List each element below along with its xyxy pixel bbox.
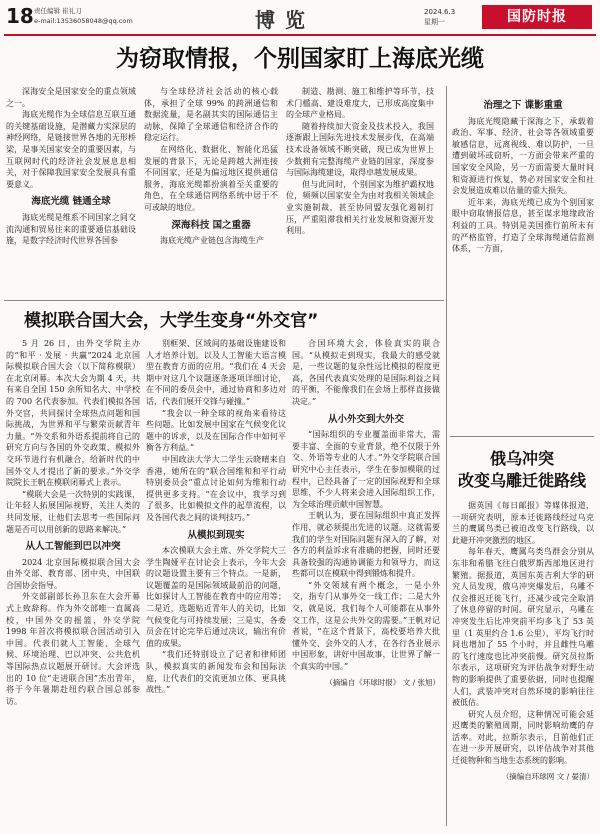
article3-headline — [452, 448, 592, 492]
paragraph: 每年春天，鹰属乌类鸟群会分别从东非和希腊飞往白俄罗斯西部地区进行繁殖。据报道，英国东英吉利大学的研究人员发现，俄乌冲突爆发后，乌雕不仅会推迟迁徙飞行，还减少或完全取消了休息停留的时间。研究显示，乌雕在冲突发生后比冲突前平均多飞了 53 英里（1 英里约合 1.6 公里），平均飞行时间也增加了 55 个小时，并且雌性乌雕的飞行速度也比冲突前慢。研究员拉斯尔表示，这项研究为评估战争对野生动物的影响提供了重要依据，同时也提醒人们，武装冲突对自然环境的影响往往被低估。 — [452, 547, 594, 708]
article1-sidebar-column — [452, 86, 594, 431]
paragraph: 合国环境大会，体验真实的联合国。“从模拟走到现实，我最大的感受就是，一些议题的复杂性远比模拟的程度更高，各国代表真实处理的是国际利益之间的平衡，不能像我们在会场上那样直接做决定。” — [292, 339, 440, 406]
headline-line-2: 改变乌雕迁徙路线 — [457, 471, 586, 490]
article-credit: （摘编自《环球时报》 文 / 张旭） — [325, 677, 440, 687]
article1-headline: 为窃取情报，个别国家盯上海底光缆 — [116, 46, 484, 72]
article2-column-3 — [292, 338, 440, 828]
newspaper-logo: 国防时报 — [482, 5, 592, 29]
page-number: 18 — [6, 4, 34, 28]
subheading: 深海科技 国之重器 — [171, 219, 251, 231]
headline-line-1: 俄乌冲突 — [489, 449, 554, 468]
paragraph: 据英国《每日邮报》等媒体报道，一项研究表明，原本迁徙路线经过乌克兰的鹰属鸟类已被迫改变飞行路线，以此避开冲突激烈的地区。 — [452, 501, 594, 545]
article-credit: （摘编自环球网 文 / 晏清） — [501, 771, 594, 781]
page-header — [0, 0, 600, 34]
section-divider — [4, 300, 444, 301]
paragraph: 别框架、区域间的基础设施建设和人才培养计划。以及人工智能大语言模型在教育方面的应用。“我们在 4 天会期中对这几个议题逐条逐项详细讨论，在不同的委员会中，通过协商和多边对话，代表们展开交锋与碰撞。” — [146, 339, 286, 406]
paragraph: “外交领域有两个概念，一是小外交，指专门从事外交一线工作；二是大外交，就是说，我们每个人可能都在从事外交工作，这是公共外交的需要。”王帆对记者说，“在这个背景下，高校要培养大批懂外交、会外交的人才，在各行各业展示中国形象，讲好中国故事，让世界了解一个真实的中国。” — [292, 580, 440, 672]
article2-headline: 模拟联合国大会，大学生变身“外交官” — [24, 311, 319, 331]
header-divider — [4, 34, 596, 36]
paragraph: 海底光缆隐藏于深海之下，承载着政治、军事、经济、社会等各领域重要敏感信息，远离视线、难以防护，一旦遭到破坏或窃听，一方面会带来严重的国家安全风险，另一方面需要大量时间和资源进行恢复，势必对国家安全和社会发展造成难以估量的重大损失。 — [452, 116, 594, 196]
paragraph: “我会以一种全球的视角来看待这些问题。比如发展中国家在气候变化议题中的诉求，以及在国际合作中如何平衡各方利益。” — [146, 408, 286, 453]
paragraph: 随着持续加大资金及技术投入，我国逐渐跟上国际先进技术发展步伐，在高端技术设备领域不断突破，现已成为世界上少数拥有完整海缆产业链的国家，深度参与国际海缆建设，取得卓越发展成果。 — [286, 121, 434, 178]
paragraph: 深海安全是国家安全的重点领域之一。 — [6, 87, 136, 108]
paragraph: 在网络化、数据化、智能化迅猛发展的背景下，无论是跨越大洲连接不同国家，还是为偏远地区提供通信服务，海底光缆都扮演着至关重要的角色，在全球通信网络系统中居于不可或缺的地位。 — [144, 144, 278, 212]
editor-email: e-mail:13536058048@qq.com — [34, 17, 133, 25]
article1-column-3 — [286, 86, 434, 296]
paragraph: 海底光缆产业链包含海缆生产 — [160, 236, 264, 246]
article2-column-1 — [6, 338, 140, 828]
weekday-text: 星期一 — [424, 18, 445, 26]
paragraph: 海底光缆作为全球信息互联互通的关键基础设施，是潜藏力实深层的神经网络，是链接世界各地的无形桥梁，是事关国家安全的重要因素，与互联网时代的经济社会发展息息相关，对于保障我国家安全发展具有重要意义。 — [6, 110, 136, 189]
paragraph: 5 月 26 日，由外交学院主办的“和平 · 发展 · 共赢”2024 北京国际模拟联合国大会（以下简称模联）在北京闭幕。本次大会为期 4 天，共有来自全国 150 余所知名大、中学校的 700 名代表参加。代表们模拟各国外交官，共同探讨全球热点问题和国际挑战，为世界和平与繁荣贡献青年力量。“外交系和外语系提前将自己的研究方向与各国的外交政策、模拟外交环节进行有机融合，给新时代的中国外交人才提出了新的要求。”外交学院院长王帆在模联闭幕式上表示。 — [6, 339, 140, 488]
sidebar-divider — [446, 86, 447, 826]
subheading: 从小外交到大外交 — [327, 413, 404, 425]
paragraph: “国际组织的专业覆盖面非常大，需要丰富、全面的专业背景，绝不仅限于外交、外语等专业的人才。”外交学院联合国研究中心主任表示，学生在参加模联的过程中，已经具备了一定的国际视野和全球思维，不少人将来会进入国际组织工作，为全球治理贡献中国智慧。 — [292, 430, 440, 509]
editor-name: 责任编辑 崔礼刀 — [34, 7, 82, 15]
paragraph: 但与此同时，个别国家为维护霸权地位，频频以国家安全为由对我相关领域企业实施制裁，甚至协同盟友强化遏制打压，严重阻滞我相关行业发展和资源开发利用。 — [286, 179, 434, 236]
issue-date — [424, 7, 455, 27]
paragraph: 与全球经济社会活动的核心载体，承担了全球 99% 的跨洲通信和数据流量，是名副其实的国际通信主动脉，保障了全球通信和经济合作的稳定运行。 — [144, 87, 278, 143]
paragraph: 海底光缆是维系不同国家之间交流沟通和贸易往来的重要通信基础设施，是数字经济时代世界各国参 — [6, 212, 136, 246]
subheading: 海底光缆 链通全球 — [31, 196, 111, 208]
article2-column-2 — [146, 338, 286, 828]
paragraph: 近年来，海底光缆已成为个别国家眼中窃取情报信息，甚至谋求地缘政治利益的工具。特别是美国推行前所未有的严格监管，打造了全球海缆通信监测体系，一方面， — [452, 197, 594, 254]
subheading: 从人工智能到巴以冲突 — [25, 541, 121, 553]
paragraph: 2024 北京国际模拟联合国大会由外交部、教育部、团中央、中国联合国协会指导。 — [6, 557, 140, 590]
article3-column — [452, 500, 594, 828]
editor-info — [34, 6, 133, 26]
paragraph: 外交部副部长孙卫东在大会开幕式上致辞称。作为外交部唯一直属高校，中国外交的摇篮，外交学院 1998 年首次将模拟联合国活动引入中国。代表们就人工智能、全球气候、环境治理、巴以冲突、公共危机等国际热点议题展开研讨。大会评选出的 10 位“走进联合国”杰出青年，将于今年暑期赴纽约联合国总部参访。 — [6, 592, 140, 706]
subheading: 治理之下 谍影重重 — [483, 100, 563, 111]
subheading: 从模拟到现实 — [187, 529, 245, 541]
paragraph: 研究人员介绍，这种情况可能会延迟鹰类的繁殖周期，同时影响幼鹰的存活率。对此，拉斯尔表示，目前他们正在进一步开展研究，以评估战争对其他迁徙物种和当地生态系统的影响。 — [452, 709, 594, 766]
paragraph: “我们还特别设立了记者和律师团队，模拟真实的新闻发布会和国际法庭，让代表们的交流更加立体、更具挑战性。” — [146, 650, 286, 695]
paragraph: 制造、勘测、施工和维护等环节，技术门槛高、建设难度大，已形成高度集中的全球产业格局。 — [286, 87, 434, 120]
date-text: 2024.6.3 — [424, 8, 456, 16]
article1-column-2 — [144, 86, 278, 296]
paragraph: 王帆认为，要在国际组织中真正发挥作用，就必须提出先进的议题。这就需要我们的学生对国际问题有深入的了解，对各方的利益诉求有准确的把握，同时还要具备较强的沟通协调能力和领导力，而这些都可以在模联中得到锻炼和提升。 — [292, 511, 440, 579]
sidebar-section-divider — [450, 436, 594, 437]
paragraph: 本次模联大会主席、外交学院大三学生陶娅平在讨论会上表示，今年大会的议题设置主要有三个特点。一是新，议题覆盖的是国际领域最前沿的问题，比如探讨人工智能在教育中的应用等；二是近，选题贴近青年人的关切，比如气候变化与可持续发展；三是实，各委员会在讨论完毕后通过决议，输出有价值的成果。 — [146, 546, 286, 648]
article1-column-1 — [6, 86, 136, 296]
paragraph: “模联大会是一次特别的实践课，让年轻人拓展国际视野，关注人类的共同发展，让他们去思考一些国际问题是否可以用创新的思路来解决。” — [6, 489, 140, 534]
paragraph: 中国政法大学大二学生云晓晴来自香港，她所在的“联合国维和和平行动特别委员会”重点讨论如何为维和行动提供更多支持。“在会议中，我学习到了很多，比如模拟文件的起草流程，以及各国代表之间的谈判技巧。” — [146, 454, 286, 522]
section-title: 博览 — [255, 8, 315, 32]
